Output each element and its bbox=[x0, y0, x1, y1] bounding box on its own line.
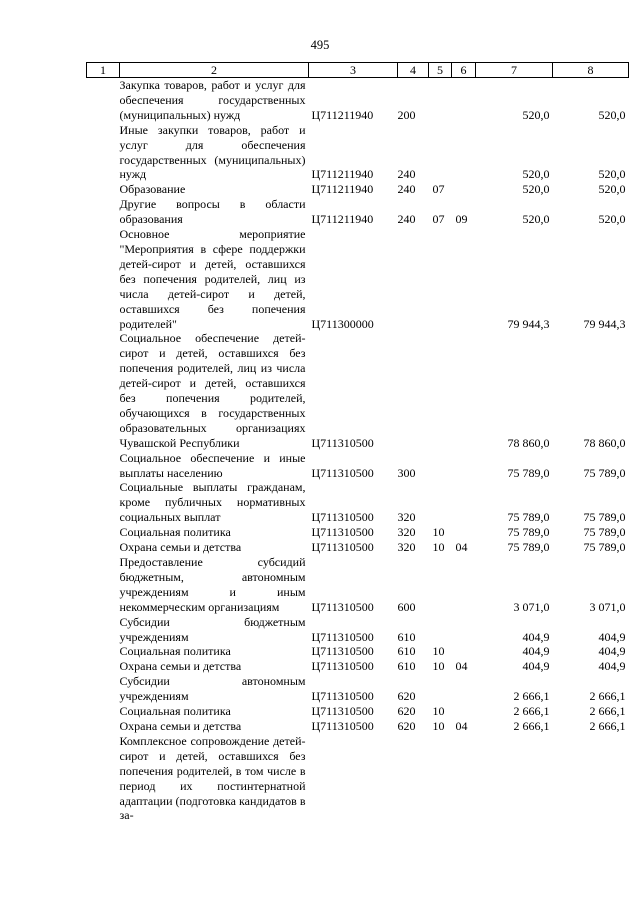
section-cell bbox=[429, 451, 452, 481]
row-number-cell bbox=[87, 331, 120, 450]
subsection-cell bbox=[452, 734, 476, 823]
subsection-cell bbox=[452, 555, 476, 615]
row-number-cell bbox=[87, 659, 120, 674]
target-article-code-cell: Ц711310500 bbox=[311, 435, 374, 450]
expense-type-cell bbox=[398, 227, 429, 331]
subsection-cell bbox=[452, 615, 476, 645]
table-row bbox=[87, 719, 629, 734]
subsection-cell bbox=[452, 644, 476, 659]
item-name-cell: Предоставление субсидий бюджетным, автономным учреждениям и иным некоммерческим организациям bbox=[119, 555, 306, 614]
amount-second-year-cell: 75 789,0 bbox=[583, 465, 626, 480]
column-header: 6 bbox=[452, 63, 476, 78]
amount-first-year-cell: 75 789,0 bbox=[507, 540, 550, 555]
target-article-code-cell: Ц711211940 bbox=[311, 182, 374, 197]
row-number-cell bbox=[87, 615, 120, 645]
target-article-code-cell: Ц711310500 bbox=[311, 510, 374, 525]
subsection-cell bbox=[452, 451, 476, 481]
amount-first-year-cell: 78 860,0 bbox=[507, 435, 550, 450]
table-row bbox=[87, 525, 629, 540]
section-cell bbox=[429, 555, 452, 615]
table-row bbox=[87, 704, 629, 719]
item-name-cell: Другие вопросы в области образования bbox=[119, 197, 306, 227]
subsection-cell bbox=[452, 227, 476, 331]
item-name-cell: Социальная политика bbox=[119, 704, 231, 719]
column-number-header-row bbox=[87, 63, 629, 78]
amount-first-year-cell: 404,9 bbox=[522, 629, 550, 644]
amount-first-year-cell: 2 666,1 bbox=[513, 689, 550, 704]
subsection-cell bbox=[452, 331, 476, 450]
expense-type-cell: 300 bbox=[397, 465, 416, 480]
amount-second-year-cell: 79 944,3 bbox=[583, 316, 626, 331]
amount-first-year-cell: 404,9 bbox=[522, 644, 550, 659]
target-article-code-cell bbox=[309, 734, 398, 823]
section-cell: 07 bbox=[432, 182, 445, 197]
expense-type-cell: 320 bbox=[397, 540, 416, 555]
amount-second-year-cell: 75 789,0 bbox=[583, 540, 626, 555]
table-row bbox=[87, 331, 629, 450]
subsection-cell bbox=[452, 123, 476, 183]
section-cell: 10 bbox=[432, 659, 445, 674]
item-name-cell: Основное мероприятие "Мероприятия в сфере поддержки детей-сирот и детей, оставшихся без попечения родителей, лиц из числа детей-сирот и детей, оставшихся без попечения родителей" bbox=[119, 227, 306, 331]
expense-type-cell: 200 bbox=[397, 107, 416, 122]
amount-first-year-cell: 2 666,1 bbox=[513, 704, 550, 719]
target-article-code-cell: Ц711310500 bbox=[311, 718, 374, 733]
subsection-cell: 04 bbox=[455, 540, 468, 555]
expense-type-cell bbox=[398, 331, 429, 450]
expense-type-cell: 320 bbox=[397, 510, 416, 525]
item-name-cell: Социальное обеспечение и иные выплаты населению bbox=[119, 450, 306, 480]
column-header: 5 bbox=[429, 63, 452, 78]
amount-second-year-cell: 2 666,1 bbox=[589, 718, 626, 733]
section-cell: 10 bbox=[432, 540, 445, 555]
subsection-cell: 04 bbox=[455, 659, 468, 674]
amount-first-year-cell: 3 071,0 bbox=[513, 599, 550, 614]
row-number-cell bbox=[87, 674, 120, 704]
item-name-cell: Образование bbox=[119, 182, 186, 197]
expense-type-cell: 620 bbox=[397, 718, 416, 733]
row-number-cell bbox=[87, 734, 120, 823]
amount-second-year-cell: 404,9 bbox=[598, 644, 626, 659]
item-name-cell: Охрана семьи и детства bbox=[119, 540, 242, 555]
column-header: 3 bbox=[309, 63, 398, 78]
section-cell bbox=[429, 734, 452, 823]
amount-second-year-cell: 75 789,0 bbox=[583, 510, 626, 525]
amount-second-year-cell: 520,0 bbox=[598, 107, 626, 122]
row-number-cell bbox=[87, 78, 120, 123]
subsection-cell bbox=[452, 704, 476, 719]
amount-second-year-cell: 520,0 bbox=[598, 167, 626, 182]
section-cell bbox=[429, 674, 452, 704]
item-name-cell: Охрана семьи и детства bbox=[119, 659, 242, 674]
section-cell: 10 bbox=[432, 718, 445, 733]
expense-type-cell: 620 bbox=[397, 689, 416, 704]
table-row bbox=[87, 78, 629, 123]
target-article-code-cell: Ц711211940 bbox=[311, 107, 374, 122]
expense-type-cell: 610 bbox=[397, 644, 416, 659]
budget-table bbox=[86, 62, 629, 823]
expense-type-cell: 240 bbox=[397, 212, 416, 227]
expense-type-cell: 620 bbox=[397, 704, 416, 719]
target-article-code-cell: Ц711310500 bbox=[311, 689, 374, 704]
section-cell: 10 bbox=[432, 644, 445, 659]
table-row bbox=[87, 227, 629, 331]
amount-second-year-cell: 520,0 bbox=[598, 182, 626, 197]
amount-first-year-cell: 520,0 bbox=[522, 167, 550, 182]
row-number-cell bbox=[87, 704, 120, 719]
table-row bbox=[87, 659, 629, 674]
amount-first-year-cell: 520,0 bbox=[522, 107, 550, 122]
table-row bbox=[87, 480, 629, 525]
subsection-cell: 04 bbox=[455, 718, 468, 733]
row-number-cell bbox=[87, 182, 120, 197]
amount-first-year-cell: 2 666,1 bbox=[513, 718, 550, 733]
table-row bbox=[87, 615, 629, 645]
column-header: 1 bbox=[87, 63, 120, 78]
row-number-cell bbox=[87, 123, 120, 183]
table-row bbox=[87, 182, 629, 197]
expense-type-cell: 600 bbox=[397, 599, 416, 614]
column-header: 4 bbox=[398, 63, 429, 78]
amount-second-year-cell: 75 789,0 bbox=[583, 525, 626, 540]
target-article-code-cell: Ц711310500 bbox=[311, 629, 374, 644]
section-cell bbox=[429, 480, 452, 525]
column-header: 2 bbox=[120, 63, 309, 78]
subsection-cell bbox=[452, 182, 476, 197]
amount-second-year-cell bbox=[553, 734, 629, 823]
subsection-cell bbox=[452, 674, 476, 704]
target-article-code-cell: Ц711310500 bbox=[311, 540, 374, 555]
item-name-cell: Комплексное сопровождение детей-сирот и детей, оставшихся без попечения родителей, в том числе в период их постинтернатной адаптации (подготовка кандидатов в за- bbox=[119, 733, 306, 823]
target-article-code-cell: Ц711310500 bbox=[311, 465, 374, 480]
item-name-cell: Охрана семьи и детства bbox=[119, 718, 242, 733]
expense-type-cell: 320 bbox=[397, 525, 416, 540]
expense-type-cell: 240 bbox=[397, 182, 416, 197]
table-row bbox=[87, 674, 629, 704]
section-cell: 07 bbox=[432, 212, 445, 227]
row-number-cell bbox=[87, 719, 120, 734]
expense-type-cell: 240 bbox=[397, 167, 416, 182]
target-article-code-cell: Ц711300000 bbox=[311, 316, 374, 331]
amount-second-year-cell: 404,9 bbox=[598, 659, 626, 674]
amount-first-year-cell: 75 789,0 bbox=[507, 510, 550, 525]
table-row bbox=[87, 644, 629, 659]
target-article-code-cell: Ц711310500 bbox=[311, 659, 374, 674]
row-number-cell bbox=[87, 197, 120, 227]
item-name-cell: Социальные выплаты гражданам, кроме публичных нормативных социальных выплат bbox=[119, 480, 306, 525]
table-row bbox=[87, 734, 629, 823]
item-name-cell: Закупка товаров, работ и услуг для обеспечения государственных (муниципальных) нужд bbox=[119, 78, 306, 122]
subsection-cell: 09 bbox=[455, 212, 468, 227]
amount-first-year-cell: 520,0 bbox=[522, 212, 550, 227]
row-number-cell bbox=[87, 540, 120, 555]
amount-first-year-cell: 75 789,0 bbox=[507, 525, 550, 540]
row-number-cell bbox=[87, 227, 120, 331]
section-cell bbox=[429, 331, 452, 450]
amount-second-year-cell: 404,9 bbox=[598, 629, 626, 644]
column-header: 8 bbox=[553, 63, 629, 78]
row-number-cell bbox=[87, 480, 120, 525]
section-cell bbox=[429, 123, 452, 183]
table-row bbox=[87, 555, 629, 615]
subsection-cell bbox=[452, 78, 476, 123]
amount-first-year-cell: 404,9 bbox=[522, 659, 550, 674]
page-number: 495 bbox=[310, 38, 330, 52]
subsection-cell bbox=[452, 480, 476, 525]
section-cell bbox=[429, 227, 452, 331]
section-cell bbox=[429, 78, 452, 123]
row-number-cell bbox=[87, 555, 120, 615]
item-name-cell: Социальная политика bbox=[119, 644, 231, 659]
target-article-code-cell: Ц711211940 bbox=[311, 212, 374, 227]
expense-type-cell bbox=[398, 734, 429, 823]
row-number-cell bbox=[87, 644, 120, 659]
section-cell: 10 bbox=[432, 525, 445, 540]
amount-second-year-cell: 520,0 bbox=[598, 212, 626, 227]
item-name-cell: Субсидии бюджетным учреждениям bbox=[119, 614, 306, 644]
subsection-cell bbox=[452, 525, 476, 540]
table-row bbox=[87, 197, 629, 227]
target-article-code-cell: Ц711211940 bbox=[311, 167, 374, 182]
amount-first-year-cell: 520,0 bbox=[522, 182, 550, 197]
amount-second-year-cell: 78 860,0 bbox=[583, 435, 626, 450]
amount-first-year-cell: 79 944,3 bbox=[507, 316, 550, 331]
expense-type-cell: 610 bbox=[397, 659, 416, 674]
row-number-cell bbox=[87, 451, 120, 481]
amount-second-year-cell: 3 071,0 bbox=[589, 599, 626, 614]
column-header: 7 bbox=[476, 63, 553, 78]
amount-first-year-cell: 75 789,0 bbox=[507, 465, 550, 480]
item-name-cell: Субсидии автономным учреждениям bbox=[119, 674, 306, 704]
table-row bbox=[87, 123, 629, 183]
section-cell: 10 bbox=[432, 704, 445, 719]
amount-second-year-cell: 2 666,1 bbox=[589, 704, 626, 719]
row-number-cell bbox=[87, 525, 120, 540]
target-article-code-cell: Ц711310500 bbox=[311, 525, 374, 540]
amount-first-year-cell bbox=[476, 734, 553, 823]
target-article-code-cell: Ц711310500 bbox=[311, 704, 374, 719]
table-row bbox=[87, 451, 629, 481]
table-row bbox=[87, 540, 629, 555]
target-article-code-cell: Ц711310500 bbox=[311, 599, 374, 614]
section-cell bbox=[429, 615, 452, 645]
item-name-cell: Социальная политика bbox=[119, 525, 231, 540]
target-article-code-cell: Ц711310500 bbox=[311, 644, 374, 659]
expense-type-cell: 610 bbox=[397, 629, 416, 644]
item-name-cell: Социальное обеспечение детей-сирот и детей, оставшихся без попечения родителей, лиц из числа детей-сирот и детей, оставшихся без попечения родителей, обучающихся в государственных образовательных организациях Чувашской Республики bbox=[119, 331, 306, 450]
amount-second-year-cell: 2 666,1 bbox=[589, 689, 626, 704]
item-name-cell: Иные закупки товаров, работ и услуг для обеспечения государственных (муниципальных) нужд bbox=[119, 122, 306, 182]
